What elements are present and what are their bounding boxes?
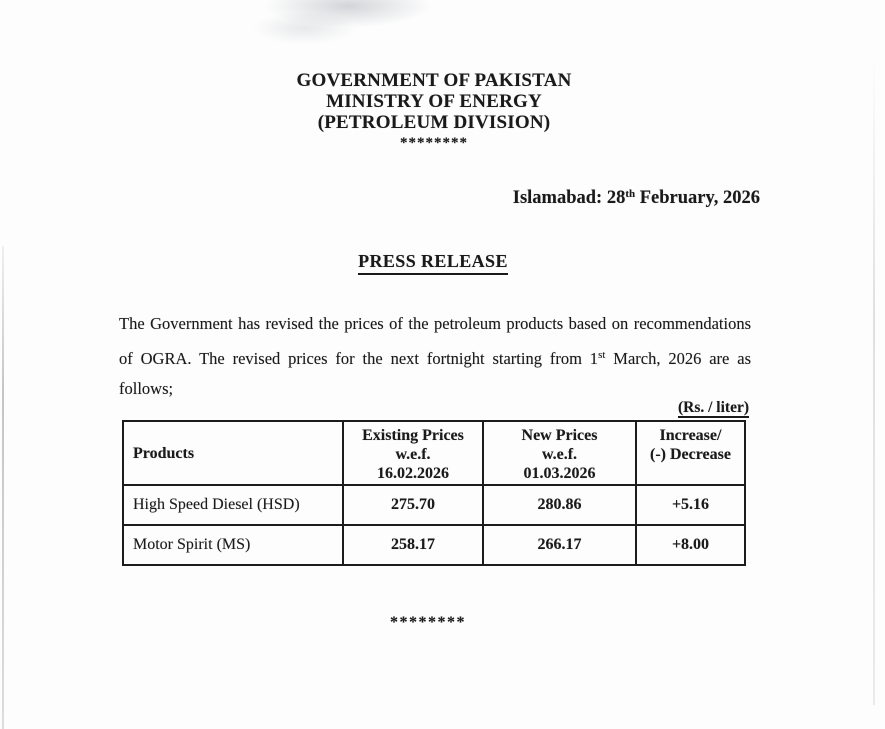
unit-label: (Rs. / liter) [677,399,749,416]
price-table [122,420,746,566]
ms-new-price: 266.17 [483,525,636,565]
hsd-new-price: 280.86 [483,485,636,525]
existing-prices-date: 16.02.2026 [377,465,449,482]
product-name-ms: Motor Spirit (MS) [123,525,343,565]
title-row [0,251,866,275]
scan-artifact-left-edge [2,246,4,729]
column-header-existing-prices [343,421,483,485]
table-header-row [123,421,745,485]
body-line-2-text: of OGRA. The revised prices for the next fortnight starting from 1 [119,348,599,368]
dateline [513,188,760,209]
column-header-change [636,421,745,485]
body-line-2 [119,340,751,375]
product-name-hsd: High Speed Diesel (HSD) [123,485,343,525]
letterhead-ministry-line: MINISTRY OF ENERGY [326,91,542,112]
ms-change: +8.00 [636,525,745,565]
body-line-3: follows; [119,379,174,398]
letterhead [0,70,868,151]
column-header-new-prices [483,421,636,485]
column-header-products-label: Products [133,444,195,462]
letterhead-separator-stars: ******** [400,135,468,151]
dateline-ordinal: th [625,188,636,200]
change-label-increase: Increase/ [659,427,722,444]
letterhead-division-line: (PETROLEUM DIVISION) [317,112,551,133]
ms-existing-price: 258.17 [343,525,483,565]
column-header-products [123,421,343,485]
scan-artifact-right-edge [873,55,875,705]
existing-prices-label: Existing Prices [362,427,464,444]
body-line-2-tail: March, 2026 are as [605,348,751,368]
new-prices-date: 01.03.2026 [523,465,596,482]
hsd-change: +5.16 [636,485,745,525]
new-prices-wef: w.e.f. [541,446,578,463]
letterhead-government-line: GOVERNMENT OF PAKISTAN [296,70,572,91]
page-title: PRESS RELEASE [358,251,508,275]
dateline-month-year: February, 2026 [635,188,760,208]
end-of-document-stars: ******** [390,614,466,631]
table-row-ms [123,525,745,565]
new-prices-label: New Prices [521,427,598,444]
body-line-2-ordinal: st [598,348,606,361]
table-row-hsd [123,485,745,525]
hsd-existing-price: 275.70 [343,485,483,525]
body-paragraph [119,309,751,405]
dateline-city-day: Islamabad: 28 [512,188,626,208]
existing-prices-wef: w.e.f. [395,446,431,463]
change-label-decrease: (-) Decrease [650,446,731,463]
unit-label-row [119,399,749,417]
body-line-1: The Government has revised the prices of the petroleum products based on recommendations [119,314,751,333]
